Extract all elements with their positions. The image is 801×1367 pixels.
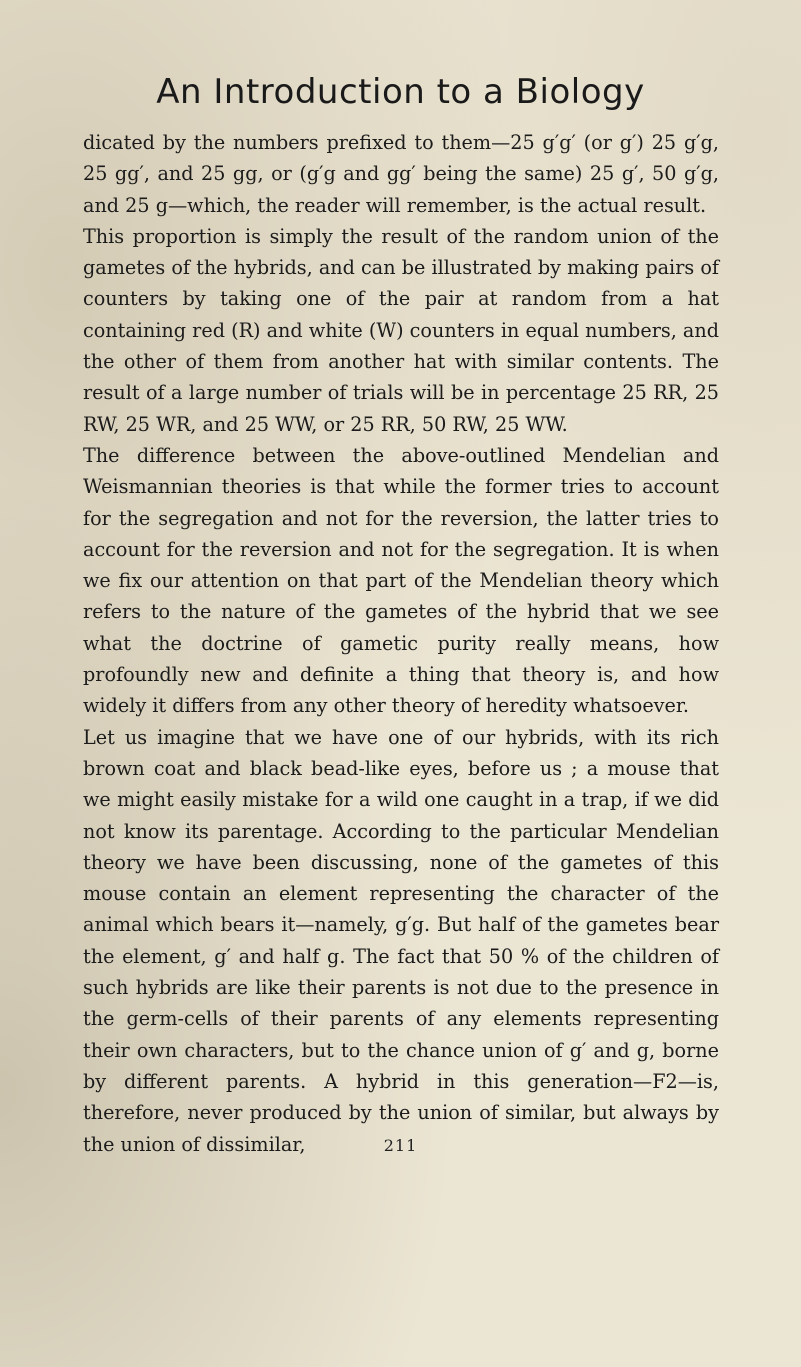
page-number: 211 [383, 1136, 418, 1155]
paragraph: This proportion is simply the result of the random union of the gametes of the hybrids, and can be illustrated by making pairs of counters by taking one of the pair at random from a hat containing red (R) and white (W) counters in equal numbers, and the other of them from another hat with similar contents. The result of a large number of trials will be in percentage 25 RR, 25 RW, 25 WR, and 25 WW, or 25 RR, 50 RW, 25 WW. [83, 224, 719, 436]
paragraph: dicated by the numbers prefixed to them—25 g′g′ (or g′) 25 g′g, 25 gg′, and 25 gg, or (g′g and gg′ being the same) 25 g′, 50 g′g, and 25 g—which, the reader will remember, is the actual result. [83, 131, 719, 217]
body-text [83, 127, 719, 1160]
paragraph: Let us imagine that we have one of our hybrids, with its rich brown coat and black bead-like eyes, before us ; a mouse that we might easily mistake for a wild one caught in a trap, if we did not know its parentage. According to the particular Mendelian theory we have been discussing, none of the gametes of this mouse contain an element representing the character of the animal which bears it—namely, g′g. But half of the gametes bear the element, g′ and half g. The fact that 50 % of the children of such hybrids are like their parents is not due to the presence in the germ-cells of their parents of any elements representing their own characters, but to the chance union of g′ and g, borne by different parents. A hybrid in this generation—F2—is, therefore, never produced by the union of similar, but always by the union of dissimilar, [83, 725, 719, 1156]
running-head: An Introduction to a Biology [156, 72, 645, 112]
paragraph: The difference between the above-outlined Mendelian and Weismannian theories is that while the former tries to account for the segregation and not for the reversion, the latter tries to account for the reversion and not for the segregation. It is when we fix our attention on that part of the Mendelian theory which refers to the nature of the gametes of the hybrid that we see what the doctrine of gametic purity really means, how profoundly new and definite a thing that theory is, and how widely it differs from any other theory of heredity whatsoever. [83, 443, 719, 718]
